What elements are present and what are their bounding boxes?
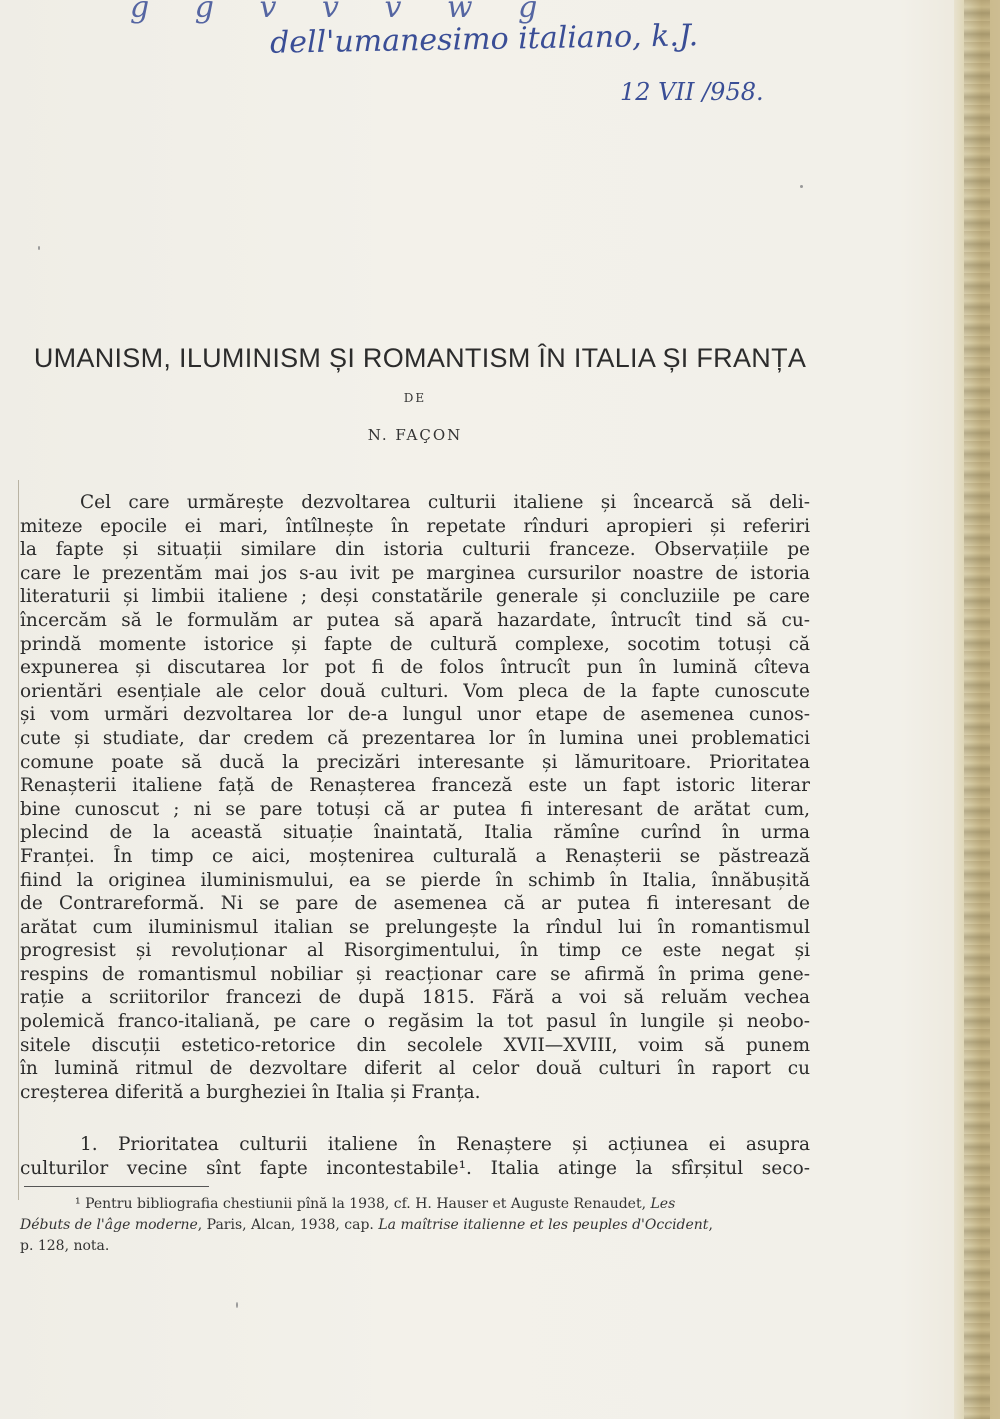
paper-speck [800, 185, 803, 188]
text-line: culturilor vecine sînt fapte incontestabile¹. Italia atinge la sfîrșitul seco- [20, 1157, 810, 1179]
footnote-line: Débuts de l'âge moderne, Paris, Alcan, 1938, cap. La maîtrise italienne et les peuples d'Occident, [20, 1217, 713, 1233]
text-line: Cel care urmărește dezvoltarea culturii italiene și încearcă să deli- [80, 492, 810, 513]
margin-edge-line [18, 480, 19, 1200]
paper-speck [38, 246, 40, 250]
paragraph-section-1 [20, 1133, 810, 1180]
article-byline: DE [403, 391, 427, 405]
handwritten-annotation [120, 0, 820, 120]
text-line: Franței. În timp ce aici, moștenirea culturală a Renașterii se păstrează [20, 845, 810, 867]
text-line: la fapte și situații similare din istoria culturii franceze. Observațiile pe [20, 539, 810, 561]
text-line: comune poate să ducă la precizări interesante și lămuritoare. Prioritatea [20, 751, 810, 773]
footnote [20, 1194, 810, 1257]
text-line: expunerea și discutarea lor pot fi de folos întrucît pun în lumină cîteva [20, 657, 810, 679]
text-line: fiind la originea iluminismului, ea se pierde în schimb în Italia, înnăbușită [20, 869, 810, 891]
text-line: orientări esențiale ale celor două culturi. Vom pleca de la fapte cunoscute [20, 680, 810, 702]
text-line: care le prezentăm mai jos s-au ivit pe marginea cursurilor noastre de istoria [20, 562, 810, 584]
footnote-rule [24, 1186, 209, 1187]
text-line: în lumină ritmul de dezvoltare diferit al celor două culturi în raport cu [20, 1058, 810, 1080]
text-line: bine cunoscut ; ni se pare totuși că ar putea fi interesant de arătat cum, [20, 798, 810, 820]
text-line: și vom urmări dezvoltarea lor de-a lungul unor etape de asemenea cunos- [20, 704, 810, 726]
text-line: creșterea diferită a burgheziei în Italia și Franța. [20, 1081, 481, 1103]
text-line: Renașterii italiene față de Renașterea franceză este un fapt istoric literar [20, 775, 810, 797]
text-line: sitele discuții estetico-retorice din secolele XVII—XVIII, voim să punem [20, 1034, 810, 1056]
text-line: plecind de la această situație înaintată, Italia rămîne curînd în urma [20, 822, 810, 844]
handwritten-line-top: g g v v v w g [130, 0, 556, 25]
text-line: polemică franco-italiană, pe care o regăsim la tot pasul în lungile și neobo- [20, 1011, 810, 1033]
text-line: rație a scriitorilor francezi de după 1815. Fără a voi să reluăm vechea [20, 987, 810, 1009]
page-spine-edge [954, 0, 1000, 1419]
footnote-line: p. 128, nota. [20, 1238, 110, 1254]
text-line: respins de romantismul nobiliar și reacționar care se afirmă în prima gene- [20, 963, 810, 985]
paragraph-intro [20, 491, 810, 1104]
text-line: literaturii și limbii italiene ; deși constatările generale și concluziile pe care [20, 586, 810, 608]
text-line: progresist și revoluționar al Risorgimentului, în timp ce este negat și [20, 940, 810, 962]
article-title: UMANISM, ILUMINISM ȘI ROMANTISM ÎN ITALIA ȘI FRANȚA [33, 343, 807, 373]
text-line: de Contrareformă. Ni se pare de asemenea că ar putea fi interesant de [20, 893, 810, 915]
text-line: arătat cum iluminismul italian se prelungește la rîndul lui în romantismul [20, 916, 810, 938]
text-line: 1. Prioritatea culturii italiene în Renaștere și acțiunea ei asupra [80, 1134, 810, 1155]
text-line: cute și studiate, dar credem că prezentarea lor în lumina unei problematici [20, 727, 810, 749]
text-line: prindă momente istorice și fapte de cultură complexe, socotim totuși că [20, 633, 810, 655]
article-author: N. FAÇON [367, 426, 463, 444]
footnote-line: ¹ Pentru bibliografia chestiunii pînă la 1938, cf. H. Hauser et Auguste Renaudet, Les [75, 1196, 676, 1212]
handwritten-line: dell'umanesimo italiano, k.J. [269, 18, 699, 61]
text-line: încercăm să le formulăm ar putea să apară hazardate, întrucît tind să cu- [20, 609, 810, 631]
handwritten-date: 12 VII /958. [620, 78, 764, 106]
text-line: miteze epocile ei mari, întîlnește în repetate rînduri apropieri și referiri [20, 515, 810, 537]
paper-speck [236, 1302, 238, 1308]
